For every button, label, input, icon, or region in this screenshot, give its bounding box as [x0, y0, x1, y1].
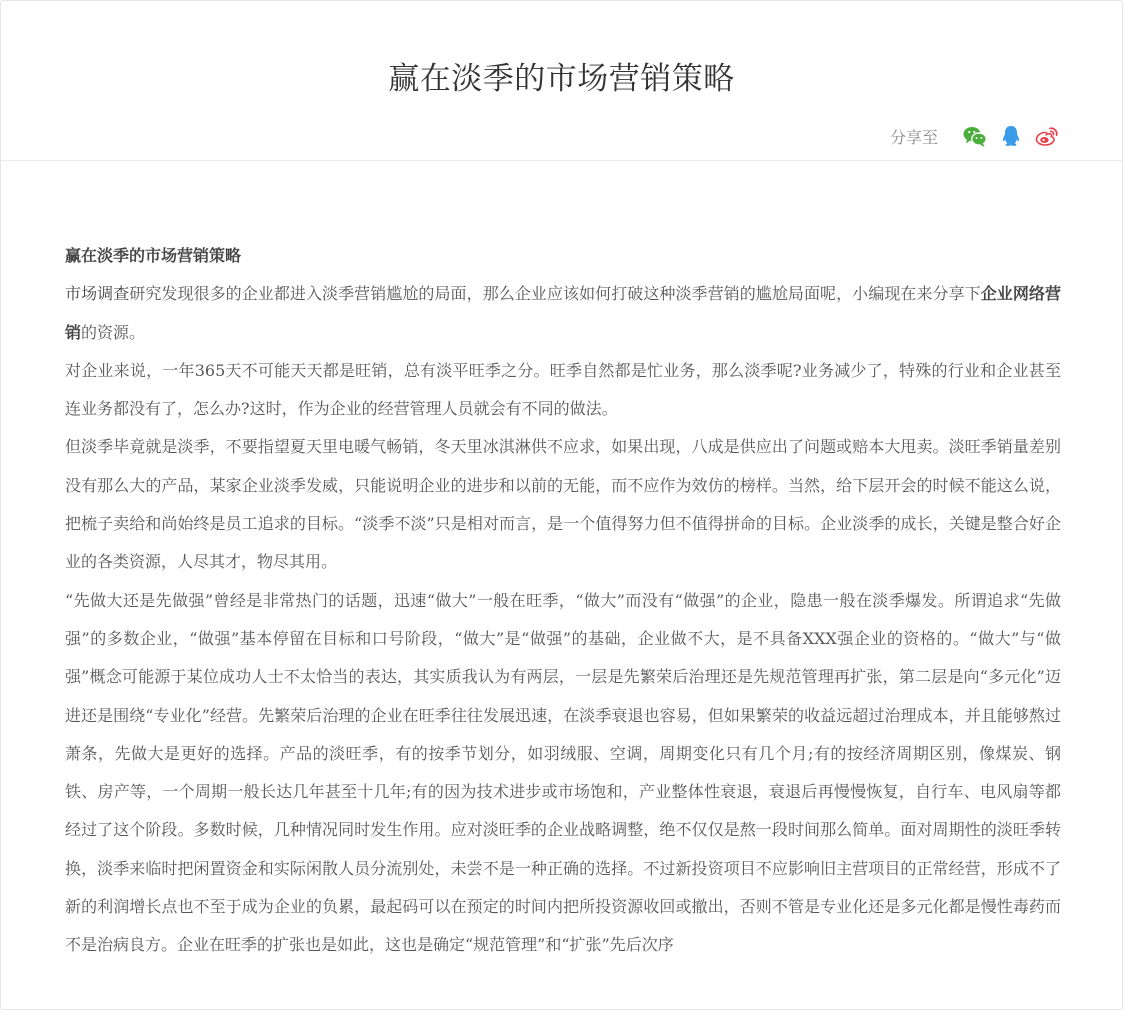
paragraph-2: 对企业来说，一年365天不可能天天都是旺销，总有淡平旺季之分。旺季自然都是忙业务，那么淡季呢?业务减少了，特殊的行业和企业甚至连业务都没有了，怎么办?这时，作为企业的经营管理人员就会有不同的做法。: [65, 360, 1061, 419]
wechat-icon[interactable]: [962, 123, 988, 149]
article-heading: 赢在淡季的市场营销策略: [65, 246, 242, 265]
qq-icon[interactable]: [998, 123, 1024, 149]
page-title: 赢在淡季的市场营销策略: [388, 61, 735, 97]
weibo-icon[interactable]: [1034, 123, 1060, 149]
paragraph-1-tail: 的资源。: [81, 322, 146, 342]
network-marketing-keyword: 企业网络营销: [65, 284, 1061, 342]
article-header: [1, 1, 1122, 161]
paragraph-1-text: 研究发现很多的企业都进入淡季营销尴尬的局面，那么企业应该如何打破这种淡季营销的尴尬局面呢，小编现在来分享下: [129, 284, 981, 304]
paragraph-4: “先做大还是先做强”曾经是非常热门的话题，迅速“做大”一般在旺季，“做大”而没有“做强”的企业，隐患一般在淡季爆发。所谓追求“先做强”的多数企业，“做强”基本停留在目标和口号阶段，“做大”是“做强”的基础，企业做不大，是不具备XXX强企业的资格的。“做大”与“做强”概念可能源于某位成功人士不太恰当的表达，其实质我认为有两层，一层是先繁荣后治理还是先规范管理再扩张，第二层是向“多元化”迈进还是围绕“专业化”经营。先繁荣后治理的企业在旺季往往发展迅速，在淡季衰退也容易，但如果繁荣的收益远超过治理成本，并且能够熬过萧条，先做大是更好的选择。产品的淡旺季，有的按季节划分，如羽绒服、空调，周期变化只有几个月;有的按经济周期区别，像煤炭、钢铁、房产等，一个周期一般长达几年甚至十几年;有的因为技术进步或市场饱和，产业整体性衰退，衰退后再慢慢恢复，自行车、电风扇等都经过了这个阶段。多数时候，几种情况同时发生作用。应对淡旺季的企业战略调整，绝不仅仅是熬一段时间那么简单。面对周期性的淡旺季转换，淡季来临时把闲置资金和实际闲散人员分流别处，未尝不是一种正确的选择。不过新投资项目不应影响旧主营项目的正常经营，形成不了新的利润增长点也不至于成为企业的负累，最起码可以在预定的时间内把所投资源收回或撤出，否则不管是专业化还是多元化都是慢性毒药而不是治病良方。企业在旺季的扩张也是如此，这也是确定“规范管理”和“扩张”先后次序: [65, 590, 1061, 955]
paragraph-3: 但淡季毕竟就是淡季，不要指望夏天里电暖气畅销，冬天里冰淇淋供不应求，如果出现，八成是供应出了问题或赔本大甩卖。淡旺季销量差别没有那么大的产品，某家企业淡季发威，只能说明企业的进步和以前的无能，而不应作为效仿的榜样。当然，给下层开会的时候不能这么说，把梳子卖给和尚始终是员工追求的目标。“淡季不淡”只是相对而言，是一个值得努力但不值得拼命的目标。企业淡季的成长，关键是整合好企业的各类资源，人尽其才，物尽其用。: [65, 437, 1061, 572]
share-label: 分享至: [889, 127, 938, 147]
share-bar: [890, 123, 1060, 149]
article-body: [65, 237, 1061, 965]
paragraph-1: [65, 275, 1061, 352]
market-research-link[interactable]: 市场调查: [65, 284, 130, 304]
